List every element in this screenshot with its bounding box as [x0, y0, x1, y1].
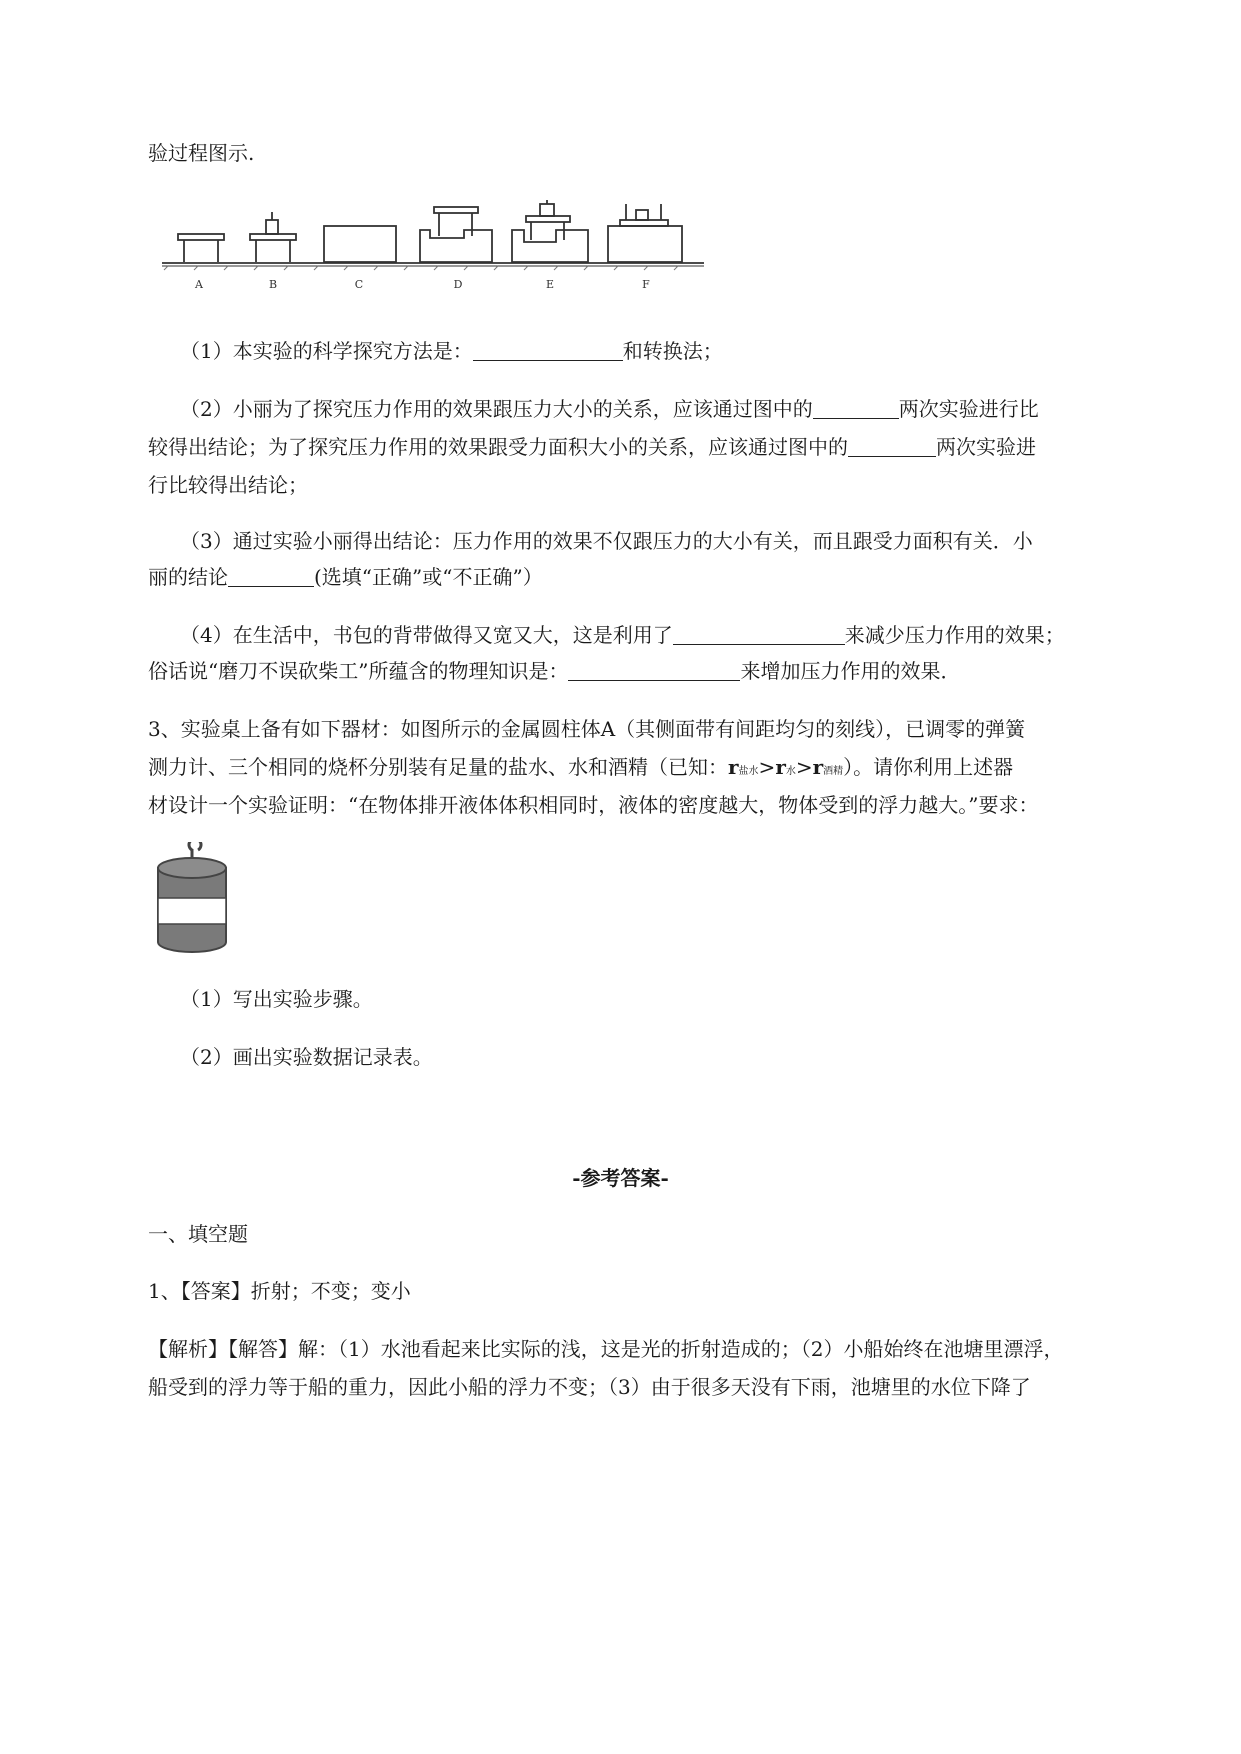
answer-blank[interactable]: [673, 622, 845, 645]
q3-line2: 测力计、三个相同的烧杯分别装有足量的盐水、水和酒精（已知：r盐水>r水>r酒精）。请你利用上述器: [148, 755, 1014, 779]
q3-line1: 3、实验桌上备有如下器材：如图所示的金属圆柱体A（其侧面带有间距均匀的刻线），已调零的弹簧: [148, 717, 1026, 741]
q3-step1: （1）写出实验步骤。: [180, 987, 373, 1011]
answer-blank[interactable]: [473, 338, 623, 361]
answer-blank[interactable]: [568, 658, 740, 681]
answers-title: -参考答案-: [572, 1166, 669, 1190]
q2-part2-line3: 行比较得出结论；: [148, 473, 308, 497]
q2-part3-line1: （3）通过实验小丽得出结论：压力作用的效果不仅跟压力的大小有关，而且跟受力面积有关．小: [180, 529, 1033, 553]
answer-blank[interactable]: [228, 564, 314, 587]
q3-step2: （2）画出实验数据记录表。: [180, 1045, 433, 1069]
figure-label-c: C: [354, 278, 364, 290]
q3-line3: 材设计一个实验证明：“在物体排开液体体积相同时，液体的密度越大，物体受到的浮力越大。”要求：: [148, 793, 1039, 817]
q2-part2-line2: 较得出结论；为了探究压力作用的效果跟受力面积大小的关系，应该通过图中的 两次实验进: [148, 435, 1036, 459]
pressure-experiment-figure: [158, 200, 718, 290]
figure-label-f: F: [642, 278, 650, 290]
figure-label-e: E: [545, 278, 555, 290]
answer-blank[interactable]: [813, 396, 899, 419]
answer-blank[interactable]: [848, 434, 936, 457]
answer-1: 1、【答案】折射；不变；变小: [148, 1279, 411, 1303]
text-line: 验过程图示.: [148, 141, 255, 165]
figure-label-a: A: [195, 278, 203, 290]
metal-cylinder-figure: [152, 842, 232, 956]
q2-part4-line2: 俗话说“磨刀不误砍柴工”所蕴含的物理知识是： 来增加压力作用的效果．: [148, 659, 961, 683]
analysis-line1: 【解析】【解答】解：（1）水池看起来比实际的浅，这是光的折射造成的；（2）小船始终在池塘里漂浮，: [148, 1337, 1064, 1361]
q2-part4-line1: （4）在生活中，书包的背带做得又宽又大，这是利用了 来减少压力作用的效果；: [180, 623, 1065, 647]
q2-part2-line1: （2）小丽为了探究压力作用的效果跟压力大小的关系，应该通过图中的 两次实验进行比: [180, 397, 1039, 421]
figure-label-d: D: [453, 278, 463, 290]
q2-part1: （1）本实验的科学探究方法是： 和转换法；: [180, 339, 723, 363]
figure-label-b: B: [268, 278, 278, 290]
analysis-line2: 船受到的浮力等于船的重力，因此小船的浮力不变；（3）由于很多天没有下雨，池塘里的水位下降了: [148, 1375, 1031, 1399]
q2-part3-line2: 丽的结论 (选填“正确”或“不正确”）: [148, 565, 543, 589]
answers-section: 一、填空题: [148, 1222, 248, 1246]
